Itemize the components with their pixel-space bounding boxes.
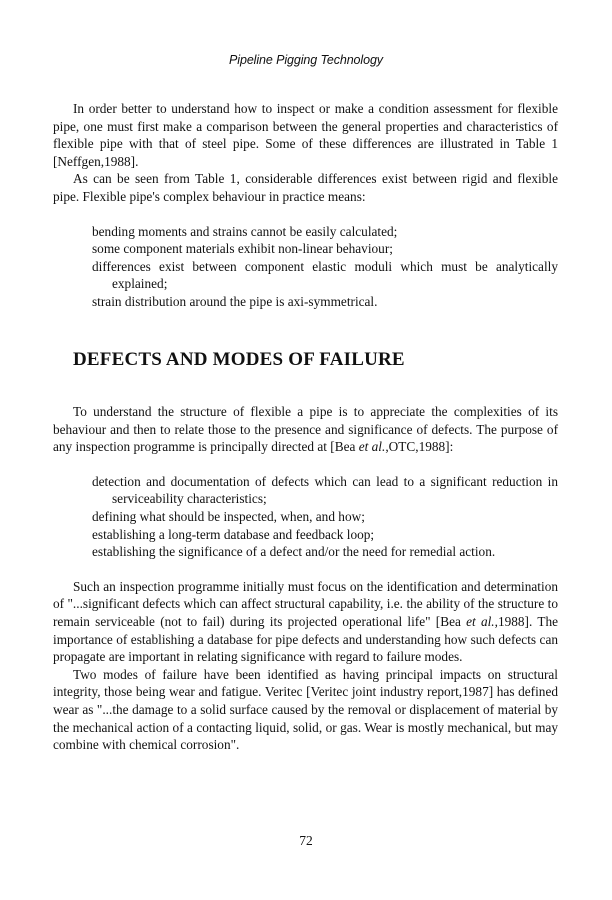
intro-paragraph-2: As can be seen from Table 1, considerable differences exist between rigid and flexible pipe. Flexible pipe's complex behaviour in practice means: (53, 171, 558, 204)
page-number: 72 (299, 833, 313, 848)
defects-paragraph-1 (53, 403, 558, 456)
running-head: Pipeline Pigging Technology (229, 53, 383, 67)
list-item: establishing a long-term database and feedback loop; (92, 526, 375, 542)
text-run: Such an inspection programme initially must focus on the identification and determination of "...significant defects which can affect structural capability, i.e. the ability of the structure to remain serviceable (not to fail) during its projected operational life" [Bea (53, 578, 558, 629)
inspection-list (53, 473, 558, 561)
text-run-italic: et al. (358, 439, 386, 455)
section-defects (53, 403, 558, 754)
list-item: detection and documentation of defects which can lead to a significant reduction in serviceability characteristics; (92, 473, 558, 507)
intro-paragraph-1: In order better to understand how to inspect or make a condition assessment for flexible pipe, one must first make a comparison between the general properties and characteristics of flexible pipe with that of steel pipe. Some of these differences are illustrated in Table 1 [Neffgen,1988]. (53, 101, 558, 169)
list-item: establishing the significance of a defect and/or the need for remedial action. (92, 544, 496, 560)
list-item: bending moments and strains cannot be easily calculated; (92, 223, 398, 239)
defects-paragraph-3: Two modes of failure have been identified as having principal impacts on structural integrity, those being wear and fatigue. Veritec [Veritec joint industry report,1987] has defined wear as "...the damage to a solid surface caused by the removal or displacement of material by the mechanical action of a contacting liquid, solid, or gas. Wear is mostly mechanical, but may combine with chemical corrosion". (53, 666, 558, 753)
section-heading: DEFECTS AND MODES OF FAILURE (73, 349, 405, 370)
defects-paragraph-2 (53, 578, 558, 666)
section-intro (53, 100, 558, 311)
text-run: To understand the structure of flexible a pipe is to appreciate the complexities of its behaviour and then to relate those to the presence and significance of defects. The purpose of any inspection programme is principally directed at [Bea (53, 404, 558, 455)
list-item: strain distribution around the pipe is axi-symmetrical. (92, 293, 378, 309)
list-item: defining what should be inspected, when, and how; (92, 508, 365, 524)
list-item: differences exist between component elastic moduli which must be analytically explained; (92, 258, 558, 292)
text-run-italic: et al. (466, 613, 495, 629)
list-item: some component materials exhibit non-linear behaviour; (92, 241, 393, 257)
text-run: ,OTC,1988]: (385, 439, 454, 455)
text-run: ,1988]. The importance of establishing a database for pipe defects and understanding how such defects can propagate are important in relating significance with regard to failure modes. (53, 613, 558, 665)
behaviour-list (53, 223, 558, 311)
